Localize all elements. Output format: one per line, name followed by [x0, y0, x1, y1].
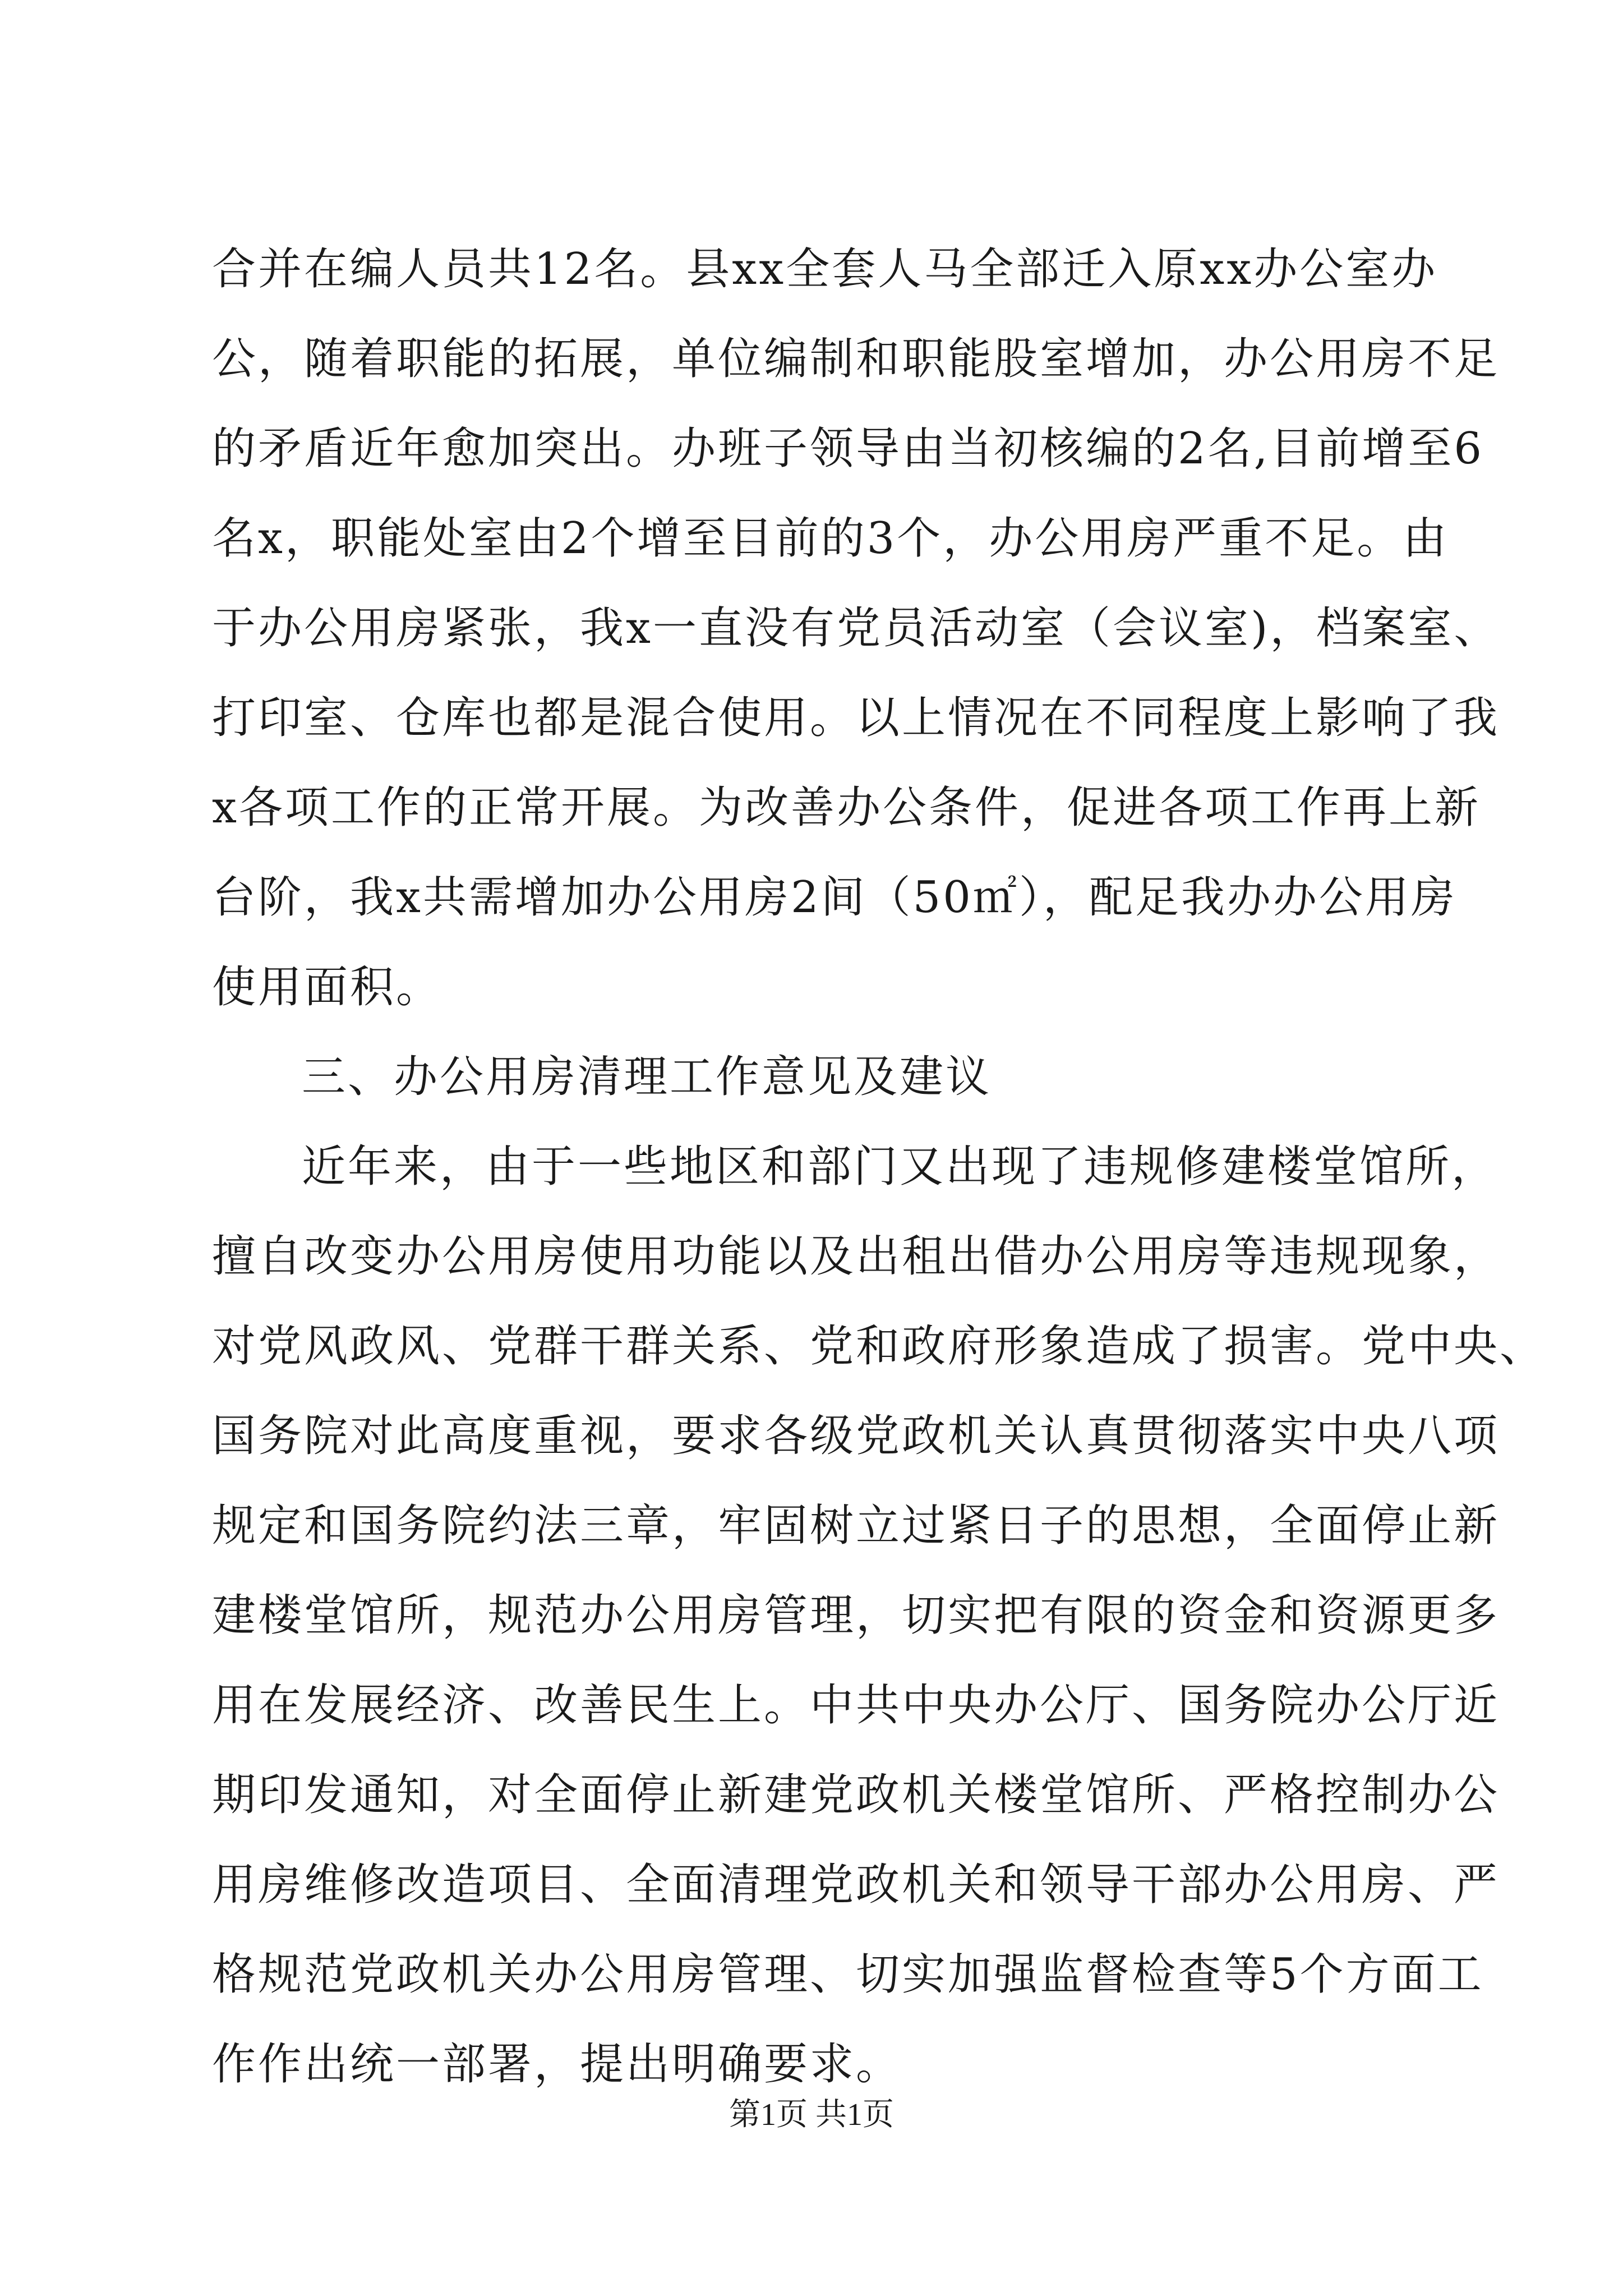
- text-line: 合并在编人员共12名。县xx全套人马全部迁入原xx办公室办: [212, 244, 1438, 295]
- text-line: 使用面积。: [212, 962, 442, 1013]
- text-line: 公，随着职能的拓展，单位编制和职能股室增加，办公用房不足: [212, 334, 1500, 384]
- text-line: 于办公用房紧张，我x一直没有党员活动室（会议室)，档案室、: [212, 603, 1500, 654]
- page-number: 第1页 共1页: [729, 2097, 894, 2132]
- section-heading: 三、办公用房清理工作意见及建议: [302, 1052, 992, 1102]
- text-line: 建楼堂馆所，规范办公用房管理，切实把有限的资金和资源更多: [212, 1590, 1500, 1641]
- text-line: 规定和国务院约法三章，牢固树立过紧日子的思想，全面停止新: [212, 1501, 1500, 1551]
- text-line: 台阶，我x共需增加办公用房2间（50㎡），配足我办办公用房: [212, 872, 1457, 923]
- text-line: 打印室、仓库也都是混合使用。以上情况在不同程度上影响了我: [212, 693, 1500, 743]
- text-line: 名x，职能处室由2个增至目前的3个，办公用房严重不足。由: [212, 513, 1449, 564]
- text-line: 用在发展经济、改善民生上。中共中央办公厅、国务院办公厅近: [212, 1680, 1500, 1731]
- text-line: 期印发通知，对全面停止新建党政机关楼堂馆所、严格控制办公: [212, 1770, 1500, 1820]
- text-line: 擅自改变办公用房使用功能以及出租出借办公用房等违规现象，: [212, 1231, 1500, 1282]
- text-line: x各项工作的正常开展。为改善办公条件，促进各项工作再上新: [212, 783, 1481, 833]
- page-footer: [0, 2092, 1623, 2137]
- text-line: 的矛盾近年愈加突出。办班子领导由当初核编的2名,目前增至6: [212, 424, 1484, 474]
- text-line: 国务院对此高度重视，要求各级党政机关认真贯彻落实中央八项: [212, 1411, 1500, 1461]
- text-line: 格规范党政机关办公用房管理、切实加强监督检查等5个方面工: [212, 1949, 1484, 2000]
- text-line: 作作出统一部署，提出明确要求。: [212, 2039, 902, 2090]
- text-line: 近年来，由于一些地区和部门又出现了违规修建楼堂馆所，: [302, 1142, 1498, 1192]
- text-line: 对党风政风、党群干群关系、党和政府形象造成了损害。党中央、: [212, 1321, 1546, 1372]
- text-line: 用房维修改造项目、全面清理党政机关和领导干部办公用房、严: [212, 1860, 1500, 1910]
